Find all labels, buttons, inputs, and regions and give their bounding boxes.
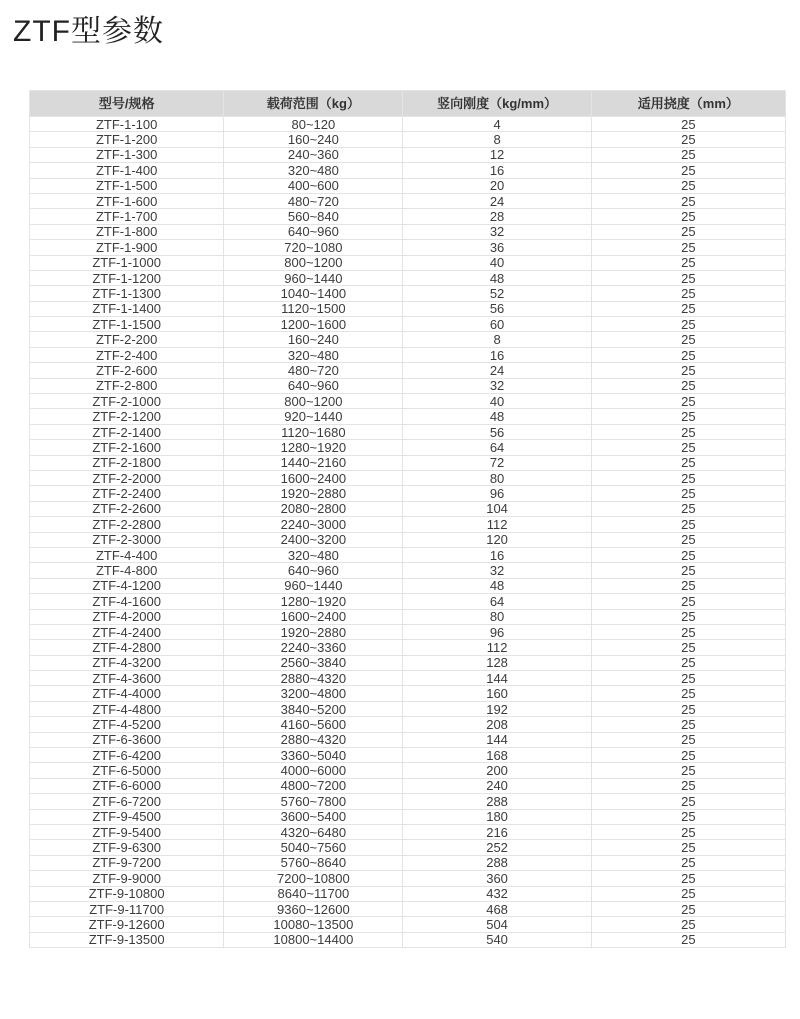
cell-vertical-stiffness: 8 (403, 332, 591, 347)
ztf-parameters-table (29, 90, 786, 948)
cell-load-range: 560~840 (224, 209, 403, 224)
cell-model-spec: ZTF-9-9000 (30, 871, 224, 886)
cell-vertical-stiffness: 40 (403, 394, 591, 409)
cell-model-spec: ZTF-4-2800 (30, 640, 224, 655)
table-row (30, 717, 786, 732)
cell-applicable-deflection: 25 (591, 317, 785, 332)
table-row (30, 224, 786, 239)
table-row (30, 286, 786, 301)
cell-load-range: 2880~4320 (224, 732, 403, 747)
cell-load-range: 320~480 (224, 547, 403, 562)
table-row (30, 193, 786, 208)
cell-load-range: 2080~2800 (224, 501, 403, 516)
cell-load-range: 1200~1600 (224, 317, 403, 332)
cell-applicable-deflection: 25 (591, 470, 785, 485)
cell-vertical-stiffness: 240 (403, 778, 591, 793)
table-row (30, 147, 786, 162)
cell-vertical-stiffness: 144 (403, 732, 591, 747)
cell-load-range: 4320~6480 (224, 824, 403, 839)
cell-model-spec: ZTF-9-11700 (30, 901, 224, 916)
cell-load-range: 640~960 (224, 224, 403, 239)
cell-model-spec: ZTF-1-400 (30, 163, 224, 178)
cell-load-range: 2240~3000 (224, 517, 403, 532)
cell-applicable-deflection: 25 (591, 132, 785, 147)
cell-model-spec: ZTF-4-2000 (30, 609, 224, 624)
table-row (30, 840, 786, 855)
cell-applicable-deflection: 25 (591, 655, 785, 670)
cell-load-range: 960~1440 (224, 578, 403, 593)
cell-model-spec: ZTF-6-5000 (30, 763, 224, 778)
cell-vertical-stiffness: 252 (403, 840, 591, 855)
cell-vertical-stiffness: 64 (403, 440, 591, 455)
cell-model-spec: ZTF-1-500 (30, 178, 224, 193)
table-row (30, 532, 786, 547)
cell-applicable-deflection: 25 (591, 517, 785, 532)
cell-load-range: 1280~1920 (224, 440, 403, 455)
cell-applicable-deflection: 25 (591, 209, 785, 224)
cell-model-spec: ZTF-2-2000 (30, 470, 224, 485)
table-row (30, 501, 786, 516)
cell-applicable-deflection: 25 (591, 255, 785, 270)
cell-model-spec: ZTF-2-1000 (30, 394, 224, 409)
cell-applicable-deflection: 25 (591, 547, 785, 562)
cell-vertical-stiffness: 216 (403, 824, 591, 839)
cell-model-spec: ZTF-4-3600 (30, 671, 224, 686)
cell-load-range: 4160~5600 (224, 717, 403, 732)
table-row (30, 455, 786, 470)
cell-applicable-deflection: 25 (591, 424, 785, 439)
table-row (30, 409, 786, 424)
cell-model-spec: ZTF-4-5200 (30, 717, 224, 732)
cell-vertical-stiffness: 52 (403, 286, 591, 301)
cell-vertical-stiffness: 28 (403, 209, 591, 224)
cell-load-range: 1120~1680 (224, 424, 403, 439)
cell-applicable-deflection: 25 (591, 347, 785, 362)
cell-vertical-stiffness: 48 (403, 270, 591, 285)
cell-vertical-stiffness: 8 (403, 132, 591, 147)
table-row (30, 609, 786, 624)
cell-vertical-stiffness: 4 (403, 117, 591, 132)
cell-model-spec: ZTF-4-1600 (30, 594, 224, 609)
cell-load-range: 8640~11700 (224, 886, 403, 901)
cell-vertical-stiffness: 504 (403, 917, 591, 932)
cell-vertical-stiffness: 72 (403, 455, 591, 470)
cell-load-range: 2560~3840 (224, 655, 403, 670)
table-row (30, 363, 786, 378)
table-row (30, 470, 786, 485)
cell-vertical-stiffness: 16 (403, 347, 591, 362)
cell-model-spec: ZTF-2-600 (30, 363, 224, 378)
cell-applicable-deflection: 25 (591, 363, 785, 378)
table-row (30, 624, 786, 639)
table-row (30, 270, 786, 285)
cell-applicable-deflection: 25 (591, 224, 785, 239)
table-row (30, 563, 786, 578)
cell-applicable-deflection: 25 (591, 809, 785, 824)
cell-vertical-stiffness: 56 (403, 424, 591, 439)
cell-vertical-stiffness: 120 (403, 532, 591, 547)
cell-applicable-deflection: 25 (591, 594, 785, 609)
cell-load-range: 4800~7200 (224, 778, 403, 793)
table-row (30, 824, 786, 839)
cell-vertical-stiffness: 144 (403, 671, 591, 686)
header-applicable-deflection: 适用挠度（mm） (591, 91, 785, 117)
cell-load-range: 1440~2160 (224, 455, 403, 470)
cell-load-range: 1920~2880 (224, 624, 403, 639)
cell-vertical-stiffness: 24 (403, 363, 591, 378)
cell-vertical-stiffness: 200 (403, 763, 591, 778)
table-header-row (30, 91, 786, 117)
cell-model-spec: ZTF-2-1400 (30, 424, 224, 439)
table-row (30, 424, 786, 439)
cell-load-range: 320~480 (224, 347, 403, 362)
table-row (30, 178, 786, 193)
cell-vertical-stiffness: 180 (403, 809, 591, 824)
cell-vertical-stiffness: 540 (403, 932, 591, 947)
cell-load-range: 9360~12600 (224, 901, 403, 916)
cell-model-spec: ZTF-1-700 (30, 209, 224, 224)
cell-model-spec: ZTF-9-6300 (30, 840, 224, 855)
cell-load-range: 800~1200 (224, 255, 403, 270)
cell-applicable-deflection: 25 (591, 794, 785, 809)
cell-vertical-stiffness: 60 (403, 317, 591, 332)
cell-model-spec: ZTF-4-4000 (30, 686, 224, 701)
header-model-spec: 型号/规格 (30, 91, 224, 117)
cell-applicable-deflection: 25 (591, 840, 785, 855)
cell-model-spec: ZTF-1-1500 (30, 317, 224, 332)
cell-load-range: 3200~4800 (224, 686, 403, 701)
cell-load-range: 3600~5400 (224, 809, 403, 824)
cell-model-spec: ZTF-9-10800 (30, 886, 224, 901)
cell-applicable-deflection: 25 (591, 486, 785, 501)
cell-vertical-stiffness: 168 (403, 748, 591, 763)
cell-vertical-stiffness: 104 (403, 501, 591, 516)
cell-model-spec: ZTF-1-300 (30, 147, 224, 162)
cell-model-spec: ZTF-4-3200 (30, 655, 224, 670)
cell-load-range: 1600~2400 (224, 470, 403, 485)
cell-model-spec: ZTF-4-400 (30, 547, 224, 562)
cell-applicable-deflection: 25 (591, 671, 785, 686)
table-row (30, 378, 786, 393)
cell-applicable-deflection: 25 (591, 286, 785, 301)
cell-applicable-deflection: 25 (591, 455, 785, 470)
table-row (30, 517, 786, 532)
table-row (30, 732, 786, 747)
cell-vertical-stiffness: 160 (403, 686, 591, 701)
cell-applicable-deflection: 25 (591, 717, 785, 732)
cell-model-spec: ZTF-4-1200 (30, 578, 224, 593)
cell-load-range: 1600~2400 (224, 609, 403, 624)
header-vertical-stiffness: 竖向刚度（kg/mm） (403, 91, 591, 117)
cell-applicable-deflection: 25 (591, 117, 785, 132)
table-row (30, 901, 786, 916)
table-row (30, 686, 786, 701)
cell-load-range: 800~1200 (224, 394, 403, 409)
table-row (30, 163, 786, 178)
cell-load-range: 2400~3200 (224, 532, 403, 547)
cell-vertical-stiffness: 360 (403, 871, 591, 886)
table-row (30, 317, 786, 332)
cell-load-range: 4000~6000 (224, 763, 403, 778)
cell-vertical-stiffness: 32 (403, 563, 591, 578)
cell-vertical-stiffness: 208 (403, 717, 591, 732)
cell-applicable-deflection: 25 (591, 147, 785, 162)
cell-applicable-deflection: 25 (591, 763, 785, 778)
cell-vertical-stiffness: 288 (403, 794, 591, 809)
cell-model-spec: ZTF-2-2800 (30, 517, 224, 532)
cell-model-spec: ZTF-6-4200 (30, 748, 224, 763)
cell-model-spec: ZTF-4-800 (30, 563, 224, 578)
cell-model-spec: ZTF-9-5400 (30, 824, 224, 839)
cell-vertical-stiffness: 40 (403, 255, 591, 270)
table-row (30, 547, 786, 562)
cell-load-range: 160~240 (224, 132, 403, 147)
cell-vertical-stiffness: 32 (403, 378, 591, 393)
cell-load-range: 3840~5200 (224, 701, 403, 716)
cell-applicable-deflection: 25 (591, 886, 785, 901)
cell-load-range: 1280~1920 (224, 594, 403, 609)
cell-load-range: 1120~1500 (224, 301, 403, 316)
table-row (30, 871, 786, 886)
table-row (30, 701, 786, 716)
table-row (30, 440, 786, 455)
table-row (30, 394, 786, 409)
cell-applicable-deflection: 25 (591, 301, 785, 316)
table-row (30, 886, 786, 901)
cell-applicable-deflection: 25 (591, 640, 785, 655)
header-load-range: 载荷范围（kg） (224, 91, 403, 117)
table-row (30, 578, 786, 593)
cell-applicable-deflection: 25 (591, 778, 785, 793)
cell-applicable-deflection: 25 (591, 193, 785, 208)
cell-model-spec: ZTF-1-200 (30, 132, 224, 147)
cell-load-range: 1040~1400 (224, 286, 403, 301)
table-row (30, 778, 786, 793)
cell-load-range: 7200~10800 (224, 871, 403, 886)
cell-vertical-stiffness: 96 (403, 624, 591, 639)
cell-applicable-deflection: 25 (591, 163, 785, 178)
cell-vertical-stiffness: 468 (403, 901, 591, 916)
cell-applicable-deflection: 25 (591, 440, 785, 455)
cell-vertical-stiffness: 96 (403, 486, 591, 501)
cell-load-range: 5040~7560 (224, 840, 403, 855)
cell-applicable-deflection: 25 (591, 624, 785, 639)
cell-model-spec: ZTF-2-1200 (30, 409, 224, 424)
cell-model-spec: ZTF-6-6000 (30, 778, 224, 793)
cell-model-spec: ZTF-2-2400 (30, 486, 224, 501)
cell-vertical-stiffness: 20 (403, 178, 591, 193)
cell-load-range: 480~720 (224, 363, 403, 378)
cell-vertical-stiffness: 128 (403, 655, 591, 670)
table-row (30, 332, 786, 347)
cell-vertical-stiffness: 64 (403, 594, 591, 609)
cell-applicable-deflection: 25 (591, 701, 785, 716)
cell-vertical-stiffness: 16 (403, 163, 591, 178)
cell-applicable-deflection: 25 (591, 532, 785, 547)
cell-vertical-stiffness: 32 (403, 224, 591, 239)
cell-vertical-stiffness: 48 (403, 578, 591, 593)
page-title: ZTF型参数 (13, 15, 164, 48)
cell-vertical-stiffness: 192 (403, 701, 591, 716)
cell-applicable-deflection: 25 (591, 901, 785, 916)
cell-vertical-stiffness: 12 (403, 147, 591, 162)
cell-model-spec: ZTF-9-4500 (30, 809, 224, 824)
table-row (30, 301, 786, 316)
cell-load-range: 80~120 (224, 117, 403, 132)
cell-vertical-stiffness: 80 (403, 470, 591, 485)
table-row (30, 209, 786, 224)
cell-applicable-deflection: 25 (591, 332, 785, 347)
cell-model-spec: ZTF-2-200 (30, 332, 224, 347)
cell-vertical-stiffness: 16 (403, 547, 591, 562)
cell-model-spec: ZTF-2-1600 (30, 440, 224, 455)
cell-load-range: 400~600 (224, 178, 403, 193)
cell-model-spec: ZTF-2-1800 (30, 455, 224, 470)
cell-vertical-stiffness: 48 (403, 409, 591, 424)
table-row (30, 655, 786, 670)
table-row (30, 917, 786, 932)
cell-applicable-deflection: 25 (591, 270, 785, 285)
cell-load-range: 640~960 (224, 563, 403, 578)
cell-model-spec: ZTF-1-100 (30, 117, 224, 132)
table-row (30, 794, 786, 809)
cell-applicable-deflection: 25 (591, 501, 785, 516)
cell-model-spec: ZTF-4-2400 (30, 624, 224, 639)
cell-model-spec: ZTF-1-1400 (30, 301, 224, 316)
cell-applicable-deflection: 25 (591, 855, 785, 870)
cell-applicable-deflection: 25 (591, 394, 785, 409)
cell-load-range: 240~360 (224, 147, 403, 162)
cell-model-spec: ZTF-2-3000 (30, 532, 224, 547)
cell-applicable-deflection: 25 (591, 748, 785, 763)
table-row (30, 671, 786, 686)
cell-load-range: 920~1440 (224, 409, 403, 424)
cell-load-range: 10080~13500 (224, 917, 403, 932)
cell-vertical-stiffness: 80 (403, 609, 591, 624)
cell-vertical-stiffness: 56 (403, 301, 591, 316)
cell-applicable-deflection: 25 (591, 240, 785, 255)
cell-applicable-deflection: 25 (591, 409, 785, 424)
cell-vertical-stiffness: 112 (403, 640, 591, 655)
cell-vertical-stiffness: 24 (403, 193, 591, 208)
table-row (30, 640, 786, 655)
cell-model-spec: ZTF-6-3600 (30, 732, 224, 747)
table-row (30, 748, 786, 763)
cell-load-range: 320~480 (224, 163, 403, 178)
cell-model-spec: ZTF-1-1300 (30, 286, 224, 301)
cell-model-spec: ZTF-1-900 (30, 240, 224, 255)
cell-applicable-deflection: 25 (591, 578, 785, 593)
cell-applicable-deflection: 25 (591, 609, 785, 624)
cell-applicable-deflection: 25 (591, 563, 785, 578)
cell-applicable-deflection: 25 (591, 932, 785, 947)
cell-model-spec: ZTF-4-4800 (30, 701, 224, 716)
cell-load-range: 640~960 (224, 378, 403, 393)
cell-applicable-deflection: 25 (591, 686, 785, 701)
cell-applicable-deflection: 25 (591, 824, 785, 839)
table-row (30, 240, 786, 255)
cell-vertical-stiffness: 288 (403, 855, 591, 870)
cell-model-spec: ZTF-1-1000 (30, 255, 224, 270)
cell-model-spec: ZTF-9-7200 (30, 855, 224, 870)
cell-model-spec: ZTF-2-800 (30, 378, 224, 393)
cell-load-range: 160~240 (224, 332, 403, 347)
cell-model-spec: ZTF-9-13500 (30, 932, 224, 947)
table-row (30, 594, 786, 609)
cell-applicable-deflection: 25 (591, 871, 785, 886)
cell-load-range: 3360~5040 (224, 748, 403, 763)
table-row (30, 132, 786, 147)
table-row (30, 763, 786, 778)
cell-applicable-deflection: 25 (591, 178, 785, 193)
cell-load-range: 720~1080 (224, 240, 403, 255)
cell-applicable-deflection: 25 (591, 732, 785, 747)
cell-model-spec: ZTF-1-1200 (30, 270, 224, 285)
cell-load-range: 480~720 (224, 193, 403, 208)
table-body (30, 117, 786, 948)
cell-model-spec: ZTF-1-600 (30, 193, 224, 208)
cell-load-range: 2880~4320 (224, 671, 403, 686)
cell-model-spec: ZTF-9-12600 (30, 917, 224, 932)
cell-load-range: 1920~2880 (224, 486, 403, 501)
cell-load-range: 2240~3360 (224, 640, 403, 655)
cell-model-spec: ZTF-1-800 (30, 224, 224, 239)
table-row (30, 347, 786, 362)
cell-model-spec: ZTF-2-400 (30, 347, 224, 362)
cell-vertical-stiffness: 432 (403, 886, 591, 901)
cell-load-range: 5760~7800 (224, 794, 403, 809)
cell-load-range: 10800~14400 (224, 932, 403, 947)
cell-applicable-deflection: 25 (591, 378, 785, 393)
table-row (30, 855, 786, 870)
cell-vertical-stiffness: 36 (403, 240, 591, 255)
cell-load-range: 5760~8640 (224, 855, 403, 870)
table-row (30, 486, 786, 501)
table-row (30, 117, 786, 132)
table-row (30, 809, 786, 824)
table-row (30, 932, 786, 947)
cell-model-spec: ZTF-6-7200 (30, 794, 224, 809)
cell-vertical-stiffness: 112 (403, 517, 591, 532)
cell-load-range: 960~1440 (224, 270, 403, 285)
cell-model-spec: ZTF-2-2600 (30, 501, 224, 516)
table-row (30, 255, 786, 270)
cell-applicable-deflection: 25 (591, 917, 785, 932)
